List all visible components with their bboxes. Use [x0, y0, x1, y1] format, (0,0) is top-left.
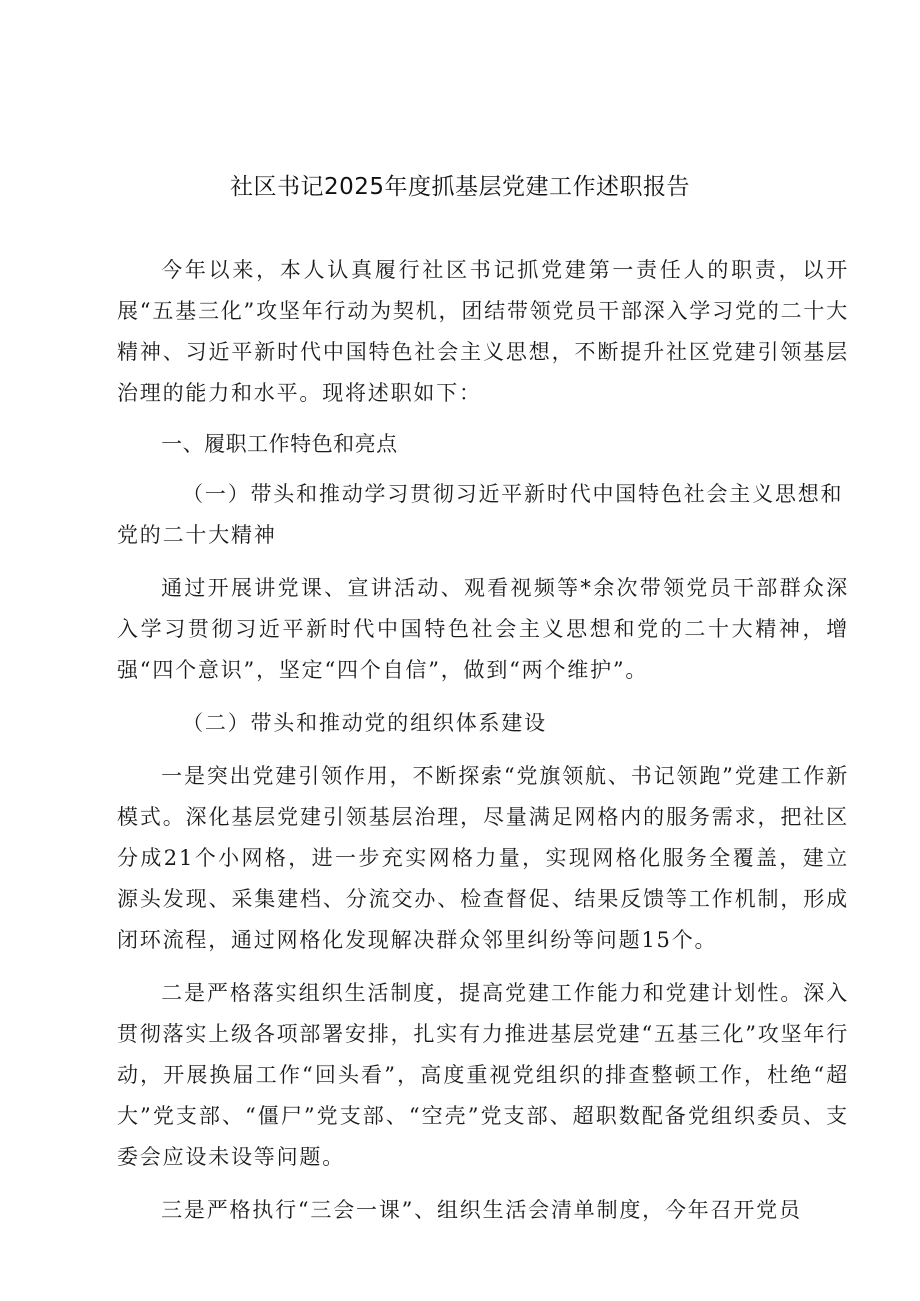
intro-paragraph: 今年以来，本人认真履行社区书记抓党建第一责任人的职责，以开展“五基三化”攻坚年行动为契机，团结带领党员干部深入学习党的二十大精神、习近平新时代中国特色社会主义思想，不断提升社区党建引领基层治理的能力和水平。现将述职如下：	[117, 258, 849, 405]
subsection-1-paragraph: 通过开展讲党课、宣讲活动、观看视频等*余次带领党员干部群众深入学习贯彻习近平新时代中国特色社会主义思想和党的二十大精神，增强“四个意识”，坚定“四个自信”，做到“两个维护”。	[117, 576, 849, 682]
section-heading-1: 一、履职工作特色和亮点	[161, 432, 398, 456]
subsection-2-paragraph-2: 二是严格落实组织生活制度，提高党建工作能力和党建计划性。深入贯彻落实上级各项部署安排，扎实有力推进基层党建“五基三化”攻坚年行动，开展换届工作“回头看”，高度重视党组织的排查整顿工作，杜绝“超大”党支部、“僵尸”党支部、“空壳”党支部、超职数配备党组织委员、支委会应设未设等问题。	[117, 981, 849, 1169]
subsection-heading-1: （一）带头和推动学习贯彻习近平新时代中国特色社会主义思想和党的二十大精神	[117, 482, 844, 547]
subsection-heading-2: （二）带头和推动党的组织体系建设	[182, 711, 547, 735]
subsection-2-paragraph-3: 三是严格执行“三会一课”、组织生活会清单制度，今年召开党员	[161, 1198, 802, 1222]
document-body	[117, 250, 849, 1243]
subsection-2-paragraph-1: 一是突出党建引领作用，不断探索“党旗领航、书记领跑”党建工作新模式。深化基层党建引领基层治理，尽量满足网格内的服务需求，把社区分成21个小网格，进一步充实网格力量，实现网格化服务全覆盖，建立源头发现、采集建档、分流交办、检查督促、结果反馈等工作机制，形成闭环流程，通过网格化发现解决群众邻里纠纷等问题15个。	[117, 764, 849, 952]
document-title: 社区书记2025年度抓基层党建工作述职报告	[229, 174, 691, 200]
